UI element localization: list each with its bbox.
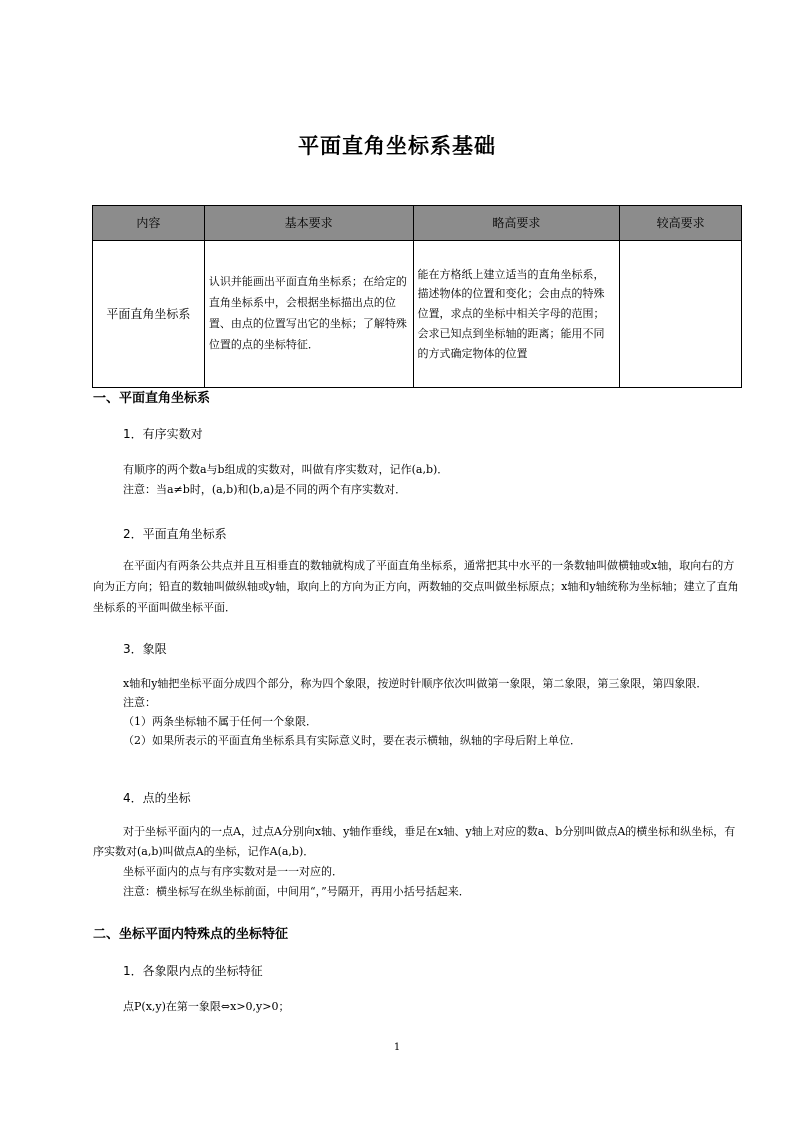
header-highest: 较高要求 — [620, 206, 742, 241]
sub1-heading: 1．有序实数对 — [123, 427, 203, 441]
sub3-heading: 3．象限 — [123, 642, 167, 656]
sub3-body — [93, 674, 743, 750]
cell-higher: 能在方格纸上建立适当的直角坐标系，描述物体的位置和变化；会由点的特殊位置，求点的坐标中相关字母的范围；会求已知点到坐标轴的距离；能用不同的方式确定物体的位置 — [413, 241, 620, 388]
cell-content: 平面直角坐标系 — [93, 241, 205, 388]
cell-highest — [620, 241, 742, 388]
sub3-note: 注意： — [123, 696, 156, 709]
header-basic: 基本要求 — [204, 206, 413, 241]
table-row — [93, 241, 742, 388]
sub3-note2: （2）如果所表示的平面直角坐标系具有实际意义时，要在表示横轴，纵轴的字母后附上单位． — [123, 734, 581, 747]
header-higher: 略高要求 — [413, 206, 620, 241]
section1-heading: 一、平面直角坐标系 — [93, 391, 211, 406]
sub1-body — [93, 460, 743, 500]
sub2-para: 在平面内有两条公共点并且互相垂直的数轴就构成了平面直角坐标系，通常把其中水平的一条数轴叫做横轴或x轴，取向右的方向为正方向；铅直的数轴叫做纵轴或y轴，取向上的方向为正方向，两数轴的交点叫做坐标原点；x轴和y轴统称为坐标轴；建立了直角坐标系的平面叫做坐标平面． — [93, 559, 739, 614]
page-number: 1 — [393, 1042, 401, 1053]
sub2-body — [93, 555, 743, 618]
sub4-heading: 4．点的坐标 — [123, 791, 191, 805]
sub4-para: 对于坐标平面内的一点A，过点A分别向x轴、y轴作垂线，垂足在x轴、y轴上对应的数a、b分别叫做点A的横坐标和纵坐标，有序实数对(a,b)叫做点A的坐标，记作A(a,b)． — [93, 825, 736, 858]
sub3-para: x轴和y轴把坐标平面分成四个部分，称为四个象限，按逆时针顺序依次叫做第一象限，第二象限，第三象限，第四象限． — [123, 677, 708, 690]
section2-sub1-body — [93, 997, 743, 1017]
sub4-line2: 坐标平面内的点与有序实数对是一一对应的． — [123, 865, 343, 878]
section2-heading: 二、坐标平面内特殊点的坐标特征 — [93, 927, 289, 942]
sub4-line3: 注意：横坐标写在纵坐标前面，中间用“，”号隔开，再用小括号括起来． — [123, 885, 470, 898]
requirements-table — [92, 205, 742, 388]
sub1-line2: 注意：当a≠b时，(a,b)和(b,a)是不同的两个有序实数对． — [123, 483, 407, 496]
section2-sub1-line1: 点P(x,y)在第一象限⇔x>0,y>0； — [123, 1000, 290, 1013]
sub4-body — [93, 822, 743, 902]
page-title: 平面直角坐标系基础 — [298, 134, 496, 158]
header-content: 内容 — [93, 206, 205, 241]
table-header-row — [93, 206, 742, 241]
sub2-heading: 2．平面直角坐标系 — [123, 527, 227, 541]
section2-sub1-heading: 1．各象限内点的坐标特征 — [123, 964, 263, 978]
sub3-note1: （1）两条坐标轴不属于任何一个象限． — [123, 715, 317, 728]
sub1-line1: 有顺序的两个数a与b组成的实数对，叫做有序实数对，记作(a,b)． — [123, 463, 449, 476]
cell-basic: 认识并能画出平面直角坐标系；在给定的直角坐标系中，会根据坐标描出点的位置、由点的位置写出它的坐标；了解特殊位置的点的坐标特征． — [204, 241, 413, 388]
